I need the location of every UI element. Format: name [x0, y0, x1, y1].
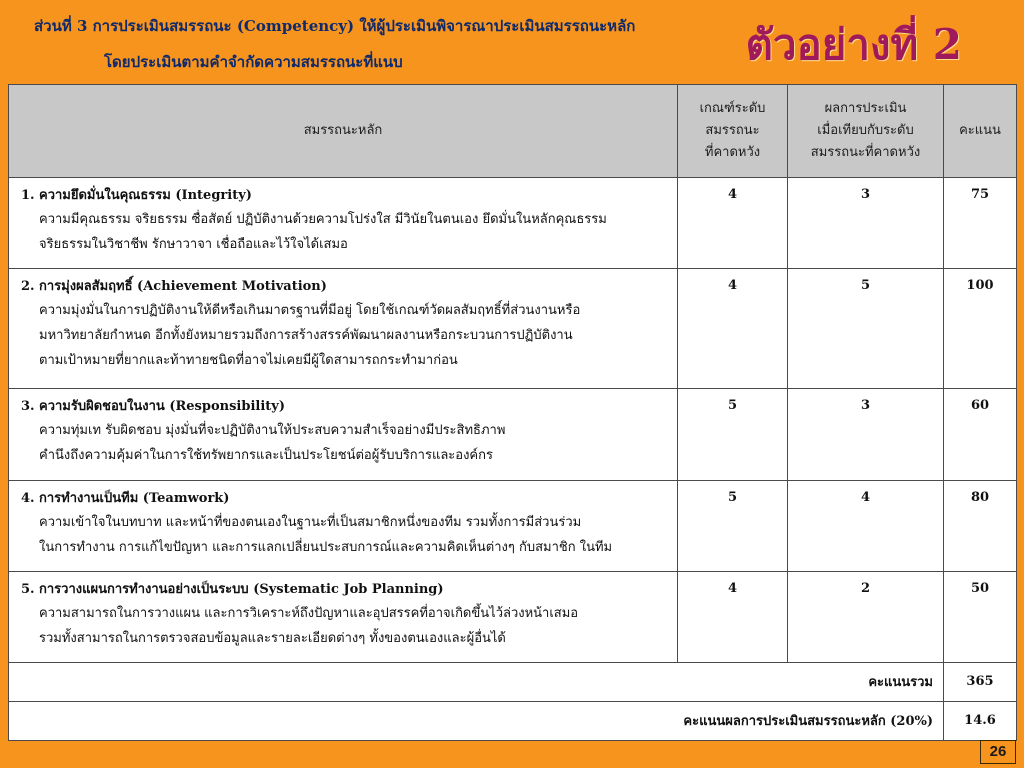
competency-title — [21, 276, 669, 298]
competency-title-text: ความรับผิดชอบในงาน (Responsibility) — [39, 399, 285, 415]
competency-cell — [9, 269, 678, 389]
result-value: 4 — [788, 480, 944, 571]
competency-number: 1. — [21, 188, 35, 203]
description-line: ความทุ่มเท รับผิดชอบ มุ่งมั่นที่จะปฏิบัติงานให้ประสบความสำเร็จอย่างมีประสิทธิภาพ — [39, 423, 506, 439]
slide-header — [0, 0, 1024, 84]
total-score-label: คะแนนรวม — [9, 662, 944, 701]
table-row — [9, 389, 1017, 480]
competency-cell — [9, 178, 678, 269]
total-row — [9, 662, 1017, 701]
description-line: ในการทำงาน การแก้ไขปัญหา และการแลกเปลี่ยนประสบการณ์และความคิดเห็นต่างๆ กับสมาชิก ในทีม — [39, 539, 613, 555]
table-row — [9, 178, 1017, 269]
competency-cell — [9, 480, 678, 571]
description-line: ความมีคุณธรรม จริยธรรม ซื่อสัตย์ ปฏิบัติงานด้วยความโปร่งใส มีวินัยในตนเอง ยึดมั่นในหลักคุณธรรม — [39, 212, 607, 227]
competency-table — [8, 84, 1017, 741]
score-value: 50 — [944, 571, 1017, 662]
section-subheading: โดยประเมินตามคำจำกัดความสมรรถนะที่แนบ — [104, 53, 403, 71]
header-result-line: ผลการประเมิน — [824, 101, 907, 116]
score-value: 100 — [944, 269, 1017, 389]
competency-description — [21, 418, 669, 468]
competency-number: 2. — [21, 279, 35, 295]
example-title: ตัวอย่างที่ 2 — [745, 20, 962, 69]
competency-description — [21, 207, 669, 257]
competency-number: 3. — [21, 399, 35, 415]
result-value: 5 — [788, 269, 944, 389]
header-expected-line: สมรรถนะ — [705, 123, 760, 138]
competency-title-text: การทำงานเป็นทีม (Teamwork) — [39, 490, 230, 506]
description-line: มหาวิทยาลัยกำหนด อีกทั้งยังหมายรวมถึงการสร้างสรรค์พัฒนาผลงานหรือกระบวนการปฏิบัติงาน — [39, 328, 573, 344]
description-line: ความมุ่งมั่นในการปฏิบัติงานให้ดีหรือเกินมาตรฐานที่มีอยู่ โดยใช้เกณฑ์วัดผลสัมฤทธิ์ที่ส่วนงานหรือ — [39, 303, 581, 319]
expected-level-value: 5 — [678, 480, 788, 571]
table-row — [9, 571, 1017, 662]
competency-table-container — [8, 84, 1016, 741]
score-value: 80 — [944, 480, 1017, 571]
description-line: รวมทั้งสามารถในการตรวจสอบข้อมูลและรายละเอียดต่างๆ ทั้งของตนเองและผู้อื่นได้ — [39, 630, 506, 646]
expected-level-value: 4 — [678, 269, 788, 389]
page-number: 26 — [980, 740, 1016, 764]
competency-title-text: การมุ่งผลสัมฤทธิ์ (Achievement Motivation) — [39, 279, 327, 295]
description-line: คำนึงถึงความคุ้มค่าในการใช้ทรัพยากรและเป็นประโยชน์ต่อผู้รับบริการและองค์กร — [39, 448, 493, 464]
table-header-row — [9, 85, 1017, 178]
competency-title — [21, 185, 669, 207]
total-score-value: 365 — [944, 662, 1017, 701]
header-result — [788, 85, 944, 178]
weighted-score-label: คะแนนผลการประเมินสมรรถนะหลัก (20%) — [9, 701, 944, 740]
competency-number: 5. — [21, 581, 35, 597]
table-row — [9, 269, 1017, 389]
header-expected-level — [678, 85, 788, 178]
competency-title — [21, 488, 669, 510]
weighted-score-value: 14.6 — [944, 701, 1017, 740]
expected-level-value: 5 — [678, 389, 788, 480]
competency-title-text: ความยึดมั่นในคุณธรรม (Integrity) — [39, 188, 252, 203]
competency-cell — [9, 389, 678, 480]
expected-level-value: 4 — [678, 571, 788, 662]
header-result-line: เมื่อเทียบกับระดับ — [817, 123, 914, 138]
competency-title — [21, 396, 669, 418]
weighted-row — [9, 701, 1017, 740]
expected-level-value: 4 — [678, 178, 788, 269]
header-result-line: สมรรถนะที่คาดหวัง — [810, 145, 921, 160]
header-expected-line: ที่คาดหวัง — [704, 145, 761, 160]
score-value: 75 — [944, 178, 1017, 269]
competency-cell — [9, 571, 678, 662]
competency-description — [21, 298, 669, 373]
description-line: ความเข้าใจในบทบาท และหน้าที่ของตนเองในฐานะที่เป็นสมาชิกหนึ่งของทีม รวมทั้งการมีส่วนร่วม — [39, 514, 582, 530]
competency-title-text: การวางแผนการทำงานอย่างเป็นระบบ (Systematic Job Planning) — [39, 581, 444, 597]
header-score: คะแนน — [944, 85, 1017, 178]
score-value: 60 — [944, 389, 1017, 480]
competency-number: 4. — [21, 490, 35, 506]
competency-title — [21, 579, 669, 601]
header-competency: สมรรถนะหลัก — [9, 85, 678, 178]
result-value: 2 — [788, 571, 944, 662]
result-value: 3 — [788, 178, 944, 269]
description-line: จริยธรรมในวิชาชีพ รักษาวาจา เชื่อถือและไว้ใจได้เสมอ — [39, 237, 348, 252]
competency-description — [21, 601, 669, 651]
description-line: ความสามารถในการวางแผน และการวิเคราะห์ถึงปัญหาและอุปสรรคที่อาจเกิดขึ้นไว้ล่วงหน้าเสมอ — [39, 605, 579, 621]
table-row — [9, 480, 1017, 571]
section-heading: ส่วนที่ 3 การประเมินสมรรถนะ (Competency) ให้ผู้ประเมินพิจารณาประเมินสมรรถนะหลัก — [34, 17, 636, 35]
description-line: ตามเป้าหมายที่ยากและท้าทายชนิดที่อาจไม่เคยมีผู้ใดสามารถกระทำมาก่อน — [39, 353, 458, 369]
header-expected-line: เกณฑ์ระดับ — [699, 101, 766, 116]
competency-description — [21, 510, 669, 560]
result-value: 3 — [788, 389, 944, 480]
